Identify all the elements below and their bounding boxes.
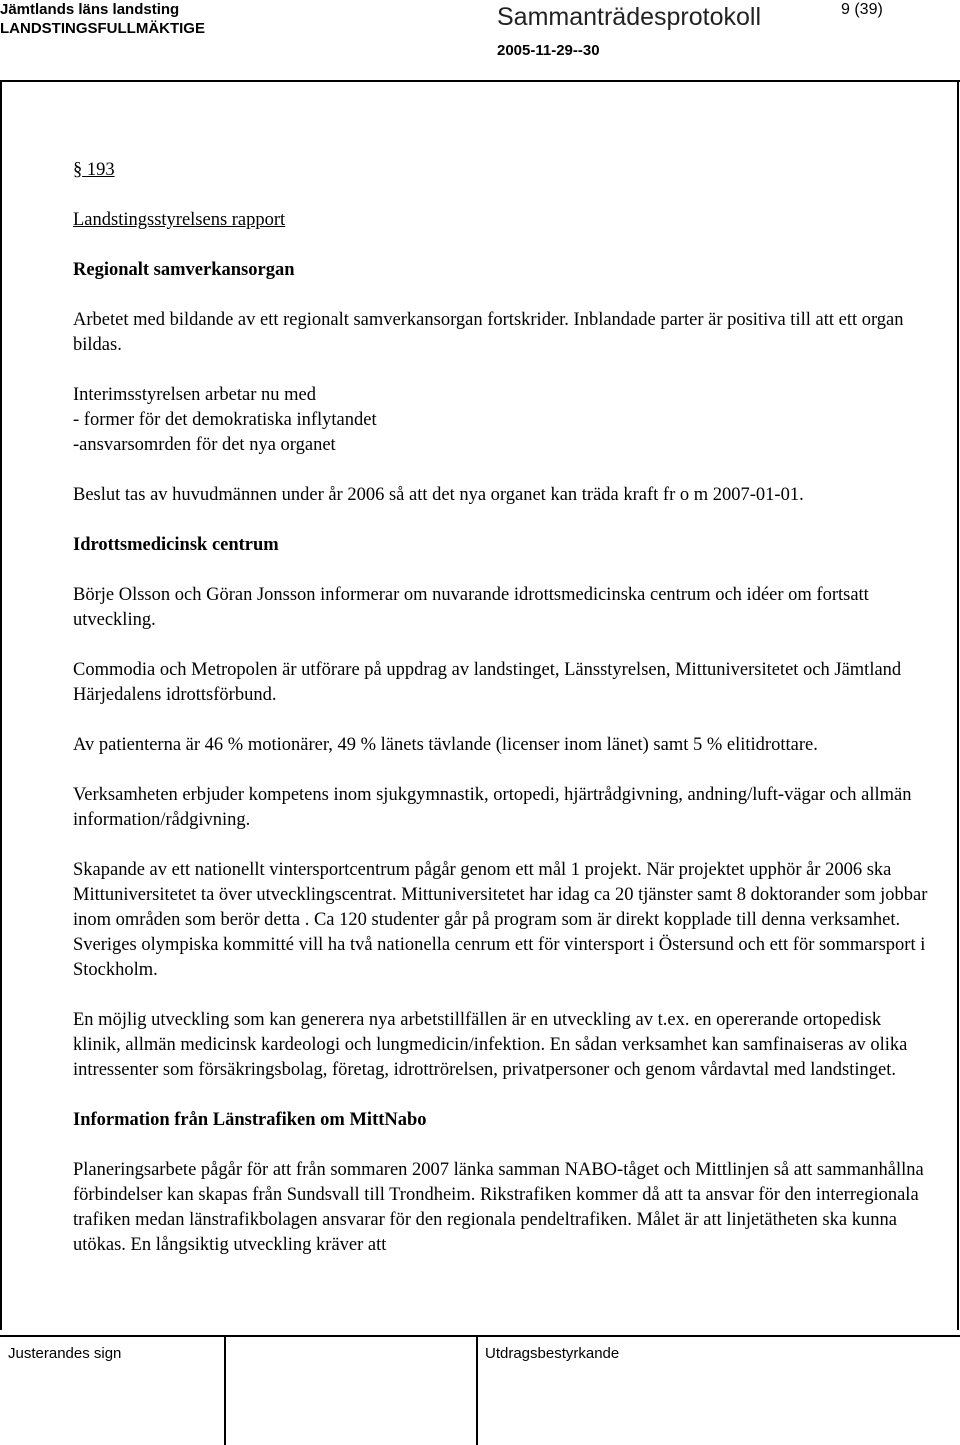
left-border — [0, 80, 2, 1330]
list-item: - former för det demokratiska inflytandet — [73, 410, 377, 430]
section-heading: Landstingsstyrelsens rapport — [73, 210, 286, 230]
page-header — [0, 0, 960, 84]
paragraph: Skapande av ett nationellt vintersportcentrum pågår genom ett mål 1 projekt. När projektet upphör år 2006 ska Mittuniversitetet ta över utvecklingscentrat. Mittuniversitetet har idag ca 20 tjänster samt 8 doktorander som jobbar inom områden som berör detta . Ca 120 studenter går på program som är direkt kopplade till denna verksamhet. Sveriges olympiska kommitté vill ha två nationella cenrum ett för vintersport i Östersund och ett för sommarsport i Stockholm. — [73, 860, 928, 980]
paragraph: Av patienterna är 46 % motionärer, 49 % länets tävlande (licenser inom länet) samt 5 % elitidrottare. — [73, 735, 818, 755]
section-number — [73, 158, 933, 183]
subheading-sports-medicine: Idrottsmedicinsk centrum — [73, 535, 279, 555]
document-title: Sammanträdesprotokoll — [497, 3, 762, 31]
sign-label: Justerandes sign — [8, 1345, 122, 1362]
paragraph: Arbetet med bildande av ett regionalt samverkansorgan fortskrider. Inblandade parter är positiva till att ett organ bildas. — [73, 310, 904, 355]
extract-certification-label: Utdragsbestyrkande — [485, 1345, 620, 1362]
header-divider — [0, 80, 960, 82]
right-border — [957, 80, 959, 1330]
section-number-value: 193 — [86, 160, 115, 180]
page-number: 9 (39) — [841, 1, 883, 18]
organization-name — [0, 0, 205, 38]
list-item: -ansvarsomrden för det nya organet — [73, 435, 336, 455]
paragraph: Planeringsarbete pågår för att från sommaren 2007 länka samman NABO-tåget och Mittlinjen så att sammanhållna förbindelser kan skapas från Sundsvall till Trondheim. Rikstrafiken kommer då att ta ansvar för den interregionala trafiken medan länstrafikbolagen ansvarar för den regionala pendeltrafiken. Målet är att linjetätheten ska kunna utökas. En långsiktig utveckling kräver att — [73, 1160, 924, 1255]
footer-column-divider — [224, 1335, 226, 1445]
meeting-date: 2005-11-29--30 — [497, 42, 600, 59]
paragraph: Verksamheten erbjuder kompetens inom sjukgymnastik, ortopedi, hjärtrådgivning, andning/luft-vägar och allmän information/rådgivning. — [73, 785, 912, 830]
org-line-2: LANDSTINGSFULLMÄKTIGE — [0, 20, 205, 37]
paragraph: En möjlig utveckling som kan generera nya arbetstillfällen är en utveckling av t.ex. en opererande ortopedisk klinik, allmän medicinsk kardeologi och lungmedicin/infektion. En sådan verksamhet kan samfinaiseras av olika intressenter som försäkringsbolag, företag, idrottrörelsen, privatpersoner och genom vårdavtal med landstinget. — [73, 1010, 908, 1080]
list-intro: Interimsstyrelsen arbetar nu med — [73, 385, 316, 405]
paragraph: Börje Olsson och Göran Jonsson informerar om nuvarande idrottsmedicinska centrum och idéer om fortsatt utveckling. — [73, 585, 869, 630]
document-body — [73, 158, 933, 1258]
subheading-regional: Regionalt samverkansorgan — [73, 260, 295, 280]
org-line-1: Jämtlands läns landsting — [0, 1, 180, 18]
page-footer — [0, 1335, 960, 1445]
paragraph-mark: § — [73, 160, 83, 180]
footer-divider — [0, 1335, 960, 1337]
footer-column-divider — [476, 1335, 478, 1445]
paragraph: Beslut tas av huvudmännen under år 2006 så att det nya organet kan träda kraft fr o m 2007-01-01. — [73, 485, 804, 505]
subheading-mittnabo: Information från Länstrafiken om MittNabo — [73, 1110, 427, 1130]
paragraph: Commodia och Metropolen är utförare på uppdrag av landstinget, Länsstyrelsen, Mittuniversitetet och Jämtland Härjedalens idrottsförbund. — [73, 660, 902, 705]
